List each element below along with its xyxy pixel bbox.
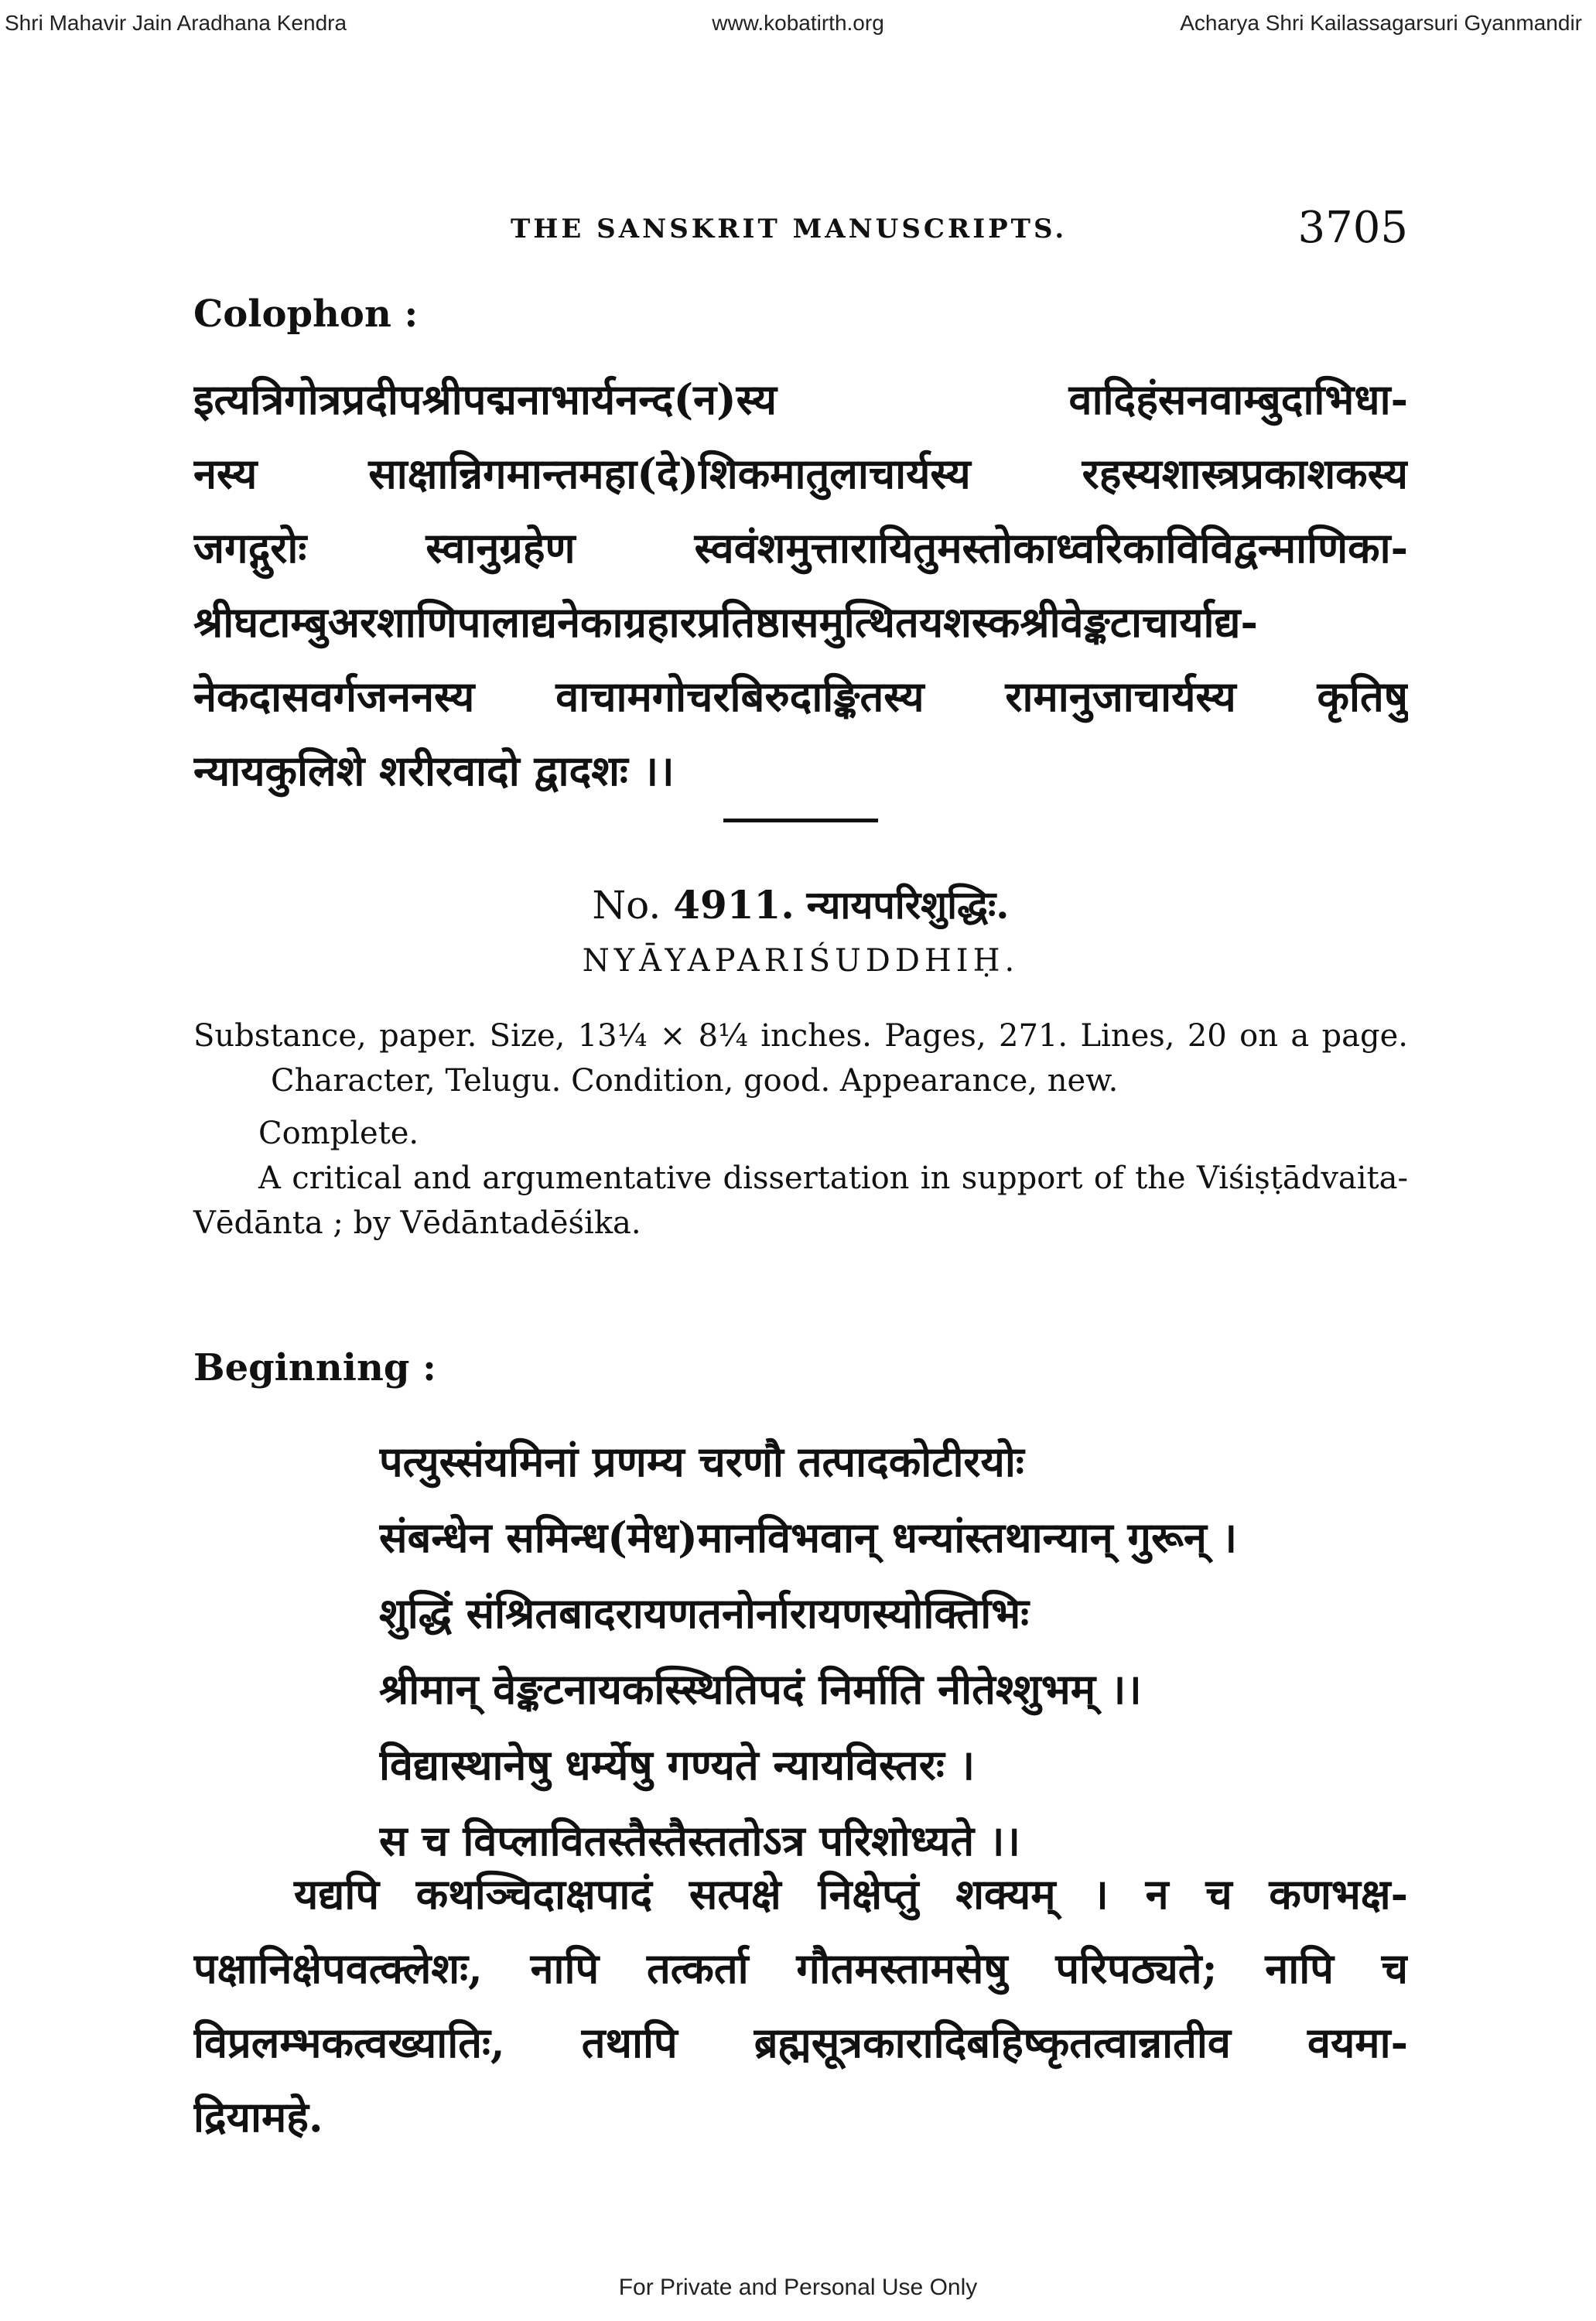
section-divider bbox=[723, 819, 878, 822]
entry-number-prefix: No. bbox=[592, 883, 661, 928]
page-number: 3705 bbox=[1297, 203, 1408, 253]
colophon-line: जगद्गुरोः स्वानुग्रहेण स्ववंशमुत्तारायितुमस्तोकाध्वरिकाविविद्वन्माणिका- bbox=[193, 523, 1408, 573]
physical-description: Substance, paper. Size, 13¼ × 8¼ inches. Pages, 271. Lines, 20 on a page. Character, Telugu. Condition, good. Appearance, new. bbox=[193, 1018, 1408, 1099]
entry-number: 4911. bbox=[673, 882, 795, 928]
colophon-line: न्यायकुलिशे शरीरवादो द्वादशः ।। bbox=[193, 746, 675, 795]
colophon-line: श्रीघटाम्बुअरशाणिपालाद्यनेकाग्रहारप्रतिष्ठासमुत्थितयशस्कश्रीवेङ्कटाचार्याद्य- bbox=[193, 597, 1258, 647]
prose-line: पक्षानिक्षेपवत्क्लेशः, नापि तत्कर्ता गौतमस्तामसेषु परिपठ्यते; नापि च bbox=[193, 1943, 1408, 1993]
colophon-line: नेकदासवर्गजननस्य वाचामगोचरबिरुदाङ्कितस्य रामानुजाचार्यस्य कृतिषु bbox=[193, 672, 1408, 721]
colophon-heading: Colophon : bbox=[193, 292, 419, 336]
entry-sanskrit-title: न्यायपरिशुद्धिः. bbox=[806, 882, 1010, 928]
page-header bbox=[193, 203, 1408, 257]
source-banner bbox=[0, 11, 1596, 42]
running-title: THE SANSKRIT MANUSCRIPTS. bbox=[511, 214, 1068, 244]
prose-line: विप्रलम्भकत्वख्यातिः, तथापि ब्रह्मसूत्रकारादिबहिष्कृतत्वान्नातीव वयमा- bbox=[193, 2018, 1408, 2067]
entry-heading bbox=[193, 874, 1408, 986]
entry-number-line bbox=[193, 874, 1408, 936]
verse-line: संबन्धेन समिन्ध(मेध)मानविभवान् धन्यांस्तथान्यान् गुरून् । bbox=[379, 1513, 1238, 1562]
colophon-line: इत्यत्रिगोत्रप्रदीपश्रीपद्मनाभार्यनन्द(न)स्य वादिहंसनवाम्बुदाभिधा- bbox=[193, 374, 1408, 424]
verse-line: विद्यास्थानेषु धर्म्येषु गण्यते न्यायविस्तरः । bbox=[379, 1740, 976, 1789]
beginning-heading: Beginning : bbox=[193, 1346, 436, 1390]
verse-line: स च विप्लावितस्तैस्तैस्ततोऽत्र परिशोध्यते ।। bbox=[379, 1816, 1020, 1865]
colophon-line: नस्य साक्षान्निगमान्तमहा(दे)शिकमातुलाचार्यस्य रहस्यशास्त्रप्रकाशकस्य bbox=[193, 449, 1408, 498]
verse-line: शुद्धिं संश्रितबादरायणतनोर्नारायणस्योक्तिभिः bbox=[379, 1588, 1030, 1638]
verse-line: पत्युस्संयमिनां प्रणम्य चरणौ तत्पादकोटीरयोः bbox=[379, 1437, 1024, 1486]
beginning-verses bbox=[379, 1424, 1237, 1878]
footer-notice: For Private and Personal Use Only bbox=[618, 2275, 978, 2300]
work-summary: A critical and argumentative dissertation in support of the Viśiṣṭādvaita-Vēdānta ; by Vēdāntadēśika. bbox=[193, 1160, 1408, 1241]
entry-description bbox=[193, 1014, 1408, 1246]
completeness-status: Complete. bbox=[258, 1116, 419, 1151]
banner-right-text: Acharya Shri Kailassagarsuri Gyanmandir bbox=[1180, 11, 1582, 35]
colophon-text bbox=[193, 362, 1408, 808]
entry-transliterated-title: NYĀYAPARIŚUDDHIḤ. bbox=[582, 943, 1020, 979]
prose-line: यद्यपि कथञ्चिदाक्षपादं सत्पक्षे निक्षेप्तुं शक्यम् । न च कणभक्ष- bbox=[294, 1869, 1408, 1919]
verse-line: श्रीमान् वेङ्कटनायकस्स्थितिपदं निर्माति नीतेश्शुभम् ।। bbox=[379, 1664, 1142, 1714]
banner-left-text: Shri Mahavir Jain Aradhana Kendra bbox=[5, 11, 347, 35]
banner-center-text: www.kobatirth.org bbox=[712, 11, 884, 35]
beginning-prose bbox=[193, 1857, 1408, 2154]
prose-line: द्रियामहे. bbox=[193, 2092, 323, 2142]
